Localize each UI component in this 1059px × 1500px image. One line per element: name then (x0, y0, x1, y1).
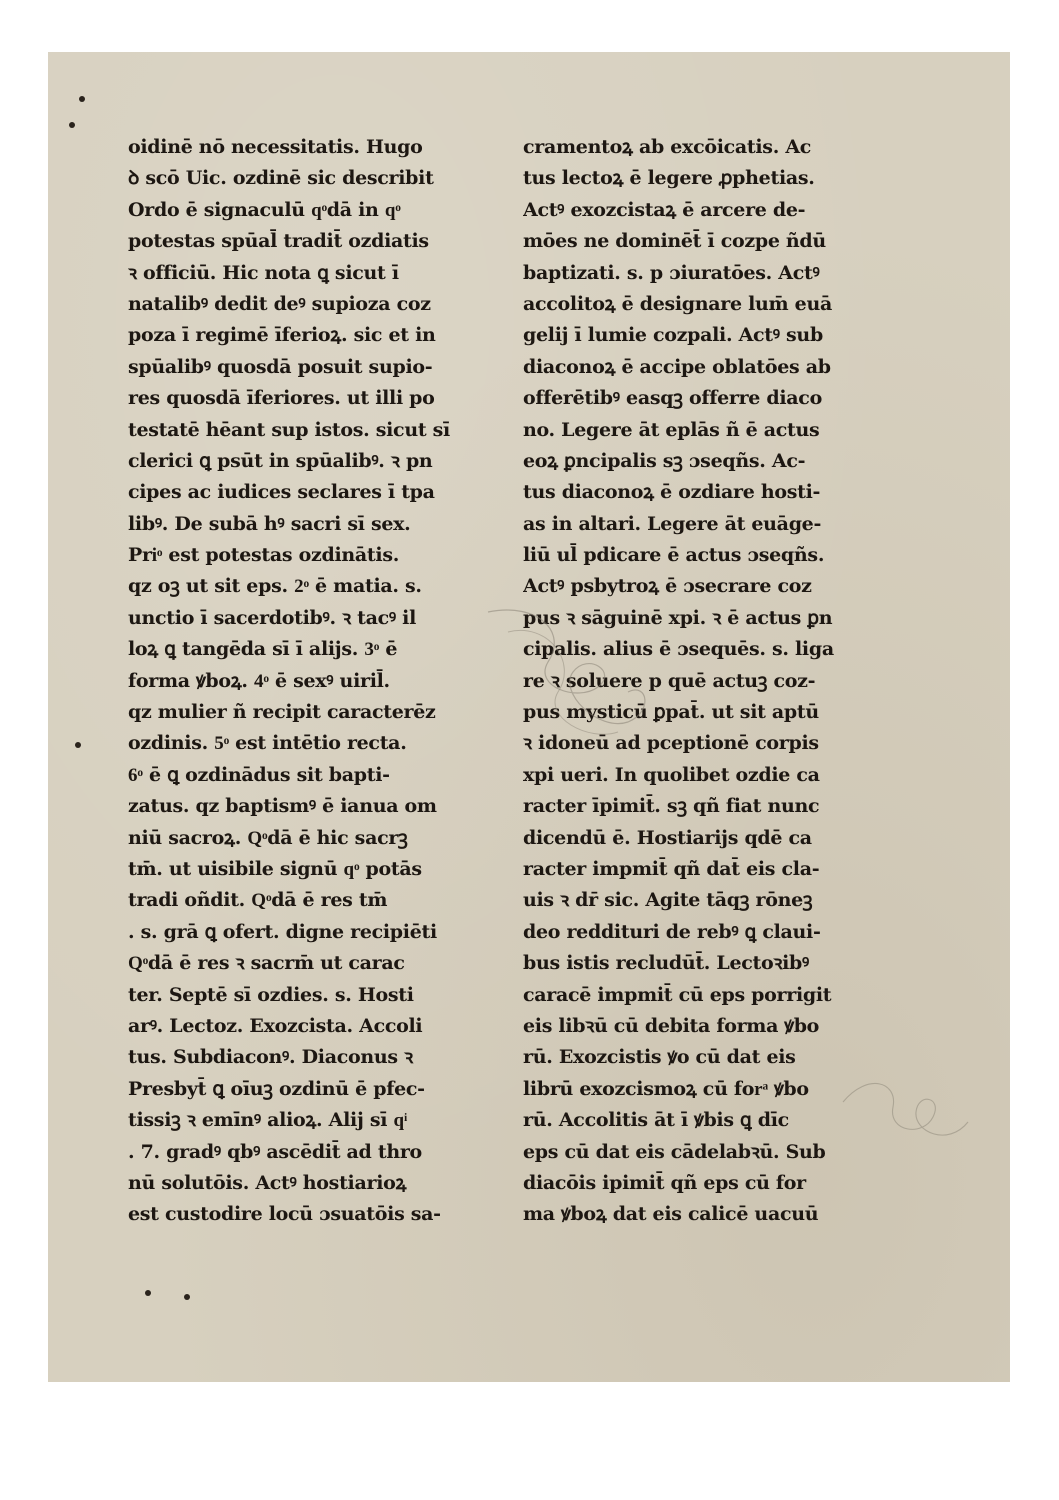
text-line: Presbyt̄ ꝗ oīuꝫ ozdinū ē pfec- (128, 1077, 425, 1100)
text-line: ꝺ scō Uic. ozdinē sic describit (128, 167, 434, 190)
text-line: racter īpimit̄. sꝫ qñ fiat nunc (523, 795, 820, 818)
text-line: 6ͦ ē ꝗ ozdinādus sit bapti- (128, 763, 390, 786)
text-line: libꝰ. De subā hꝰ sacri sī sex. (128, 512, 411, 535)
ink-speck (145, 1290, 151, 1296)
text-line: niū sacroꝝ. Qͦdā ē hic sacrꝫ (128, 826, 408, 849)
text-line: pus mysticū ꝑpat̄. ut sit aptū (523, 701, 819, 724)
text-line: cipalis. alius ē ɔsequēs. s. liga (523, 638, 834, 661)
text-line: Qͦdā ē res ꝛ sacrm̄ ut carac (128, 952, 405, 975)
text-line: eis libꝛū cū debita forma ꝟbo (523, 1014, 820, 1037)
text-line: . s. grā ꝗ ofert. digne recipiēti (128, 920, 437, 943)
text-line: unctio ī sacerdotibꝰ. ꝛ tacꝰ il (128, 606, 416, 629)
text-line: spūalibꝰ quosdā posuit supio- (128, 355, 433, 378)
manuscript-page (48, 52, 1010, 1382)
text-line: ozdinis. 5ͦ est intētio recta. (128, 732, 407, 755)
text-line: tm̄. ut uisibile signū qͦ potās (128, 857, 422, 880)
text-line: diacōis ipimit̄ qñ eps cū for (523, 1171, 806, 1194)
text-line: testatē hēant sup istos. sicut sī (128, 418, 450, 441)
text-line: qz mulier ñ recipit caracterēz (128, 701, 436, 724)
text-line: ma ꝟboꝝ dat eis calicē uacuū (523, 1203, 819, 1226)
text-line: Actꝰ psbytroꝝ ē ɔsecrare coz (523, 575, 812, 598)
text-line: tus diaconoꝝ ē ozdiare hosti- (523, 481, 821, 504)
text-line: accolitoꝝ ē designare lum̄ euā (523, 292, 832, 315)
text-line: natalibꝰ dedit deꝰ supioza coz (128, 292, 431, 315)
text-line: Priͦ est potestas ozdinātis. (128, 544, 400, 567)
text-line: . 7. gradꝰ qbꝰ ascēdit̄ ad thro (128, 1140, 422, 1163)
text-line: no. Legere āt eplās ñ ē actus (523, 418, 820, 441)
text-line: ꝛ officiū. Hic nota ꝗ sicut ī (128, 261, 399, 284)
ink-speck (184, 1294, 190, 1300)
text-line: Ordo ē signaculū qͦdā in qͦ (128, 198, 401, 221)
text-line: dicendū ē. Hostiarijs qdē ca (523, 826, 812, 849)
text-line: potestas spūal̄ tradit̄ ozdiatis (128, 230, 429, 253)
text-line: tus lectoꝝ ē legere ꝓphetias. (523, 167, 815, 190)
ink-speck (79, 96, 85, 102)
text-line: nū solutōis. Actꝰ hostiarioꝝ (128, 1171, 407, 1194)
text-line: librū exozcismoꝝ cū forͣ ꝟbo (523, 1077, 809, 1100)
text-line: liū ul̄ pdicare ē actus ɔseqñs. (523, 544, 825, 567)
text-line: offerētibꝰ easqꝫ offerre diaco (523, 387, 822, 410)
text-line: uis ꝛ dr̄ sic. Agite tāqꝫ rōneꝫ (523, 889, 813, 912)
text-line: tus. Subdiaconꝰ. Diaconus ꝛ (128, 1046, 413, 1069)
text-line: pus ꝛ sāguinē xpi. ꝛ ē actus ꝑn (523, 606, 833, 629)
text-line: zatus. qz baptismꝰ ē ianua om (128, 795, 437, 818)
text-line: oidinē nō necessitatis. Hugo (128, 136, 423, 158)
text-line: baptizati. s. p ɔiuratōes. Actꝰ (523, 261, 820, 284)
text-line: deo reddituri de rebꝰ ꝗ claui- (523, 920, 821, 943)
text-line: poza ī regimē īferioꝝ. sic et in (128, 324, 436, 347)
text-line: re ꝛ soluere p quē actuꝫ coz- (523, 669, 816, 692)
text-line: tissiꝫ ꝛ emīnꝰ alioꝝ. Alij sī qͥ (128, 1109, 408, 1132)
text-line: bus istis recludūt̄. Lectoꝛibꝰ (523, 952, 809, 975)
text-line: est custodire locū ɔsuatōis sa- (128, 1203, 441, 1226)
text-line: xpi ueri. In quolibet ozdie ca (523, 763, 820, 786)
text-line: eps cū dat eis cādelabꝛū. Sub (523, 1140, 826, 1163)
text-line: gelij ī lumie cozpali. Actꝰ sub (523, 324, 823, 347)
text-line: rū. Accolitis āt ī ꝟbis ꝗ dīc (523, 1109, 789, 1132)
text-line: caracē impmit̄ cū eps porrigit (523, 983, 832, 1006)
text-line: cipes ac iudices seclares ī tpa (128, 481, 435, 504)
text-line: as in altari. Legere āt euāge- (523, 512, 822, 535)
text-line: eoꝝ ꝑncipalis sꝫ ɔseqñs. Ac- (523, 449, 806, 472)
ink-speck (69, 122, 75, 128)
text-line: cramentoꝝ ab excōicatis. Ac (523, 136, 812, 158)
text-line: forma ꝟboꝝ. 4ͦ ē sexꝰ uiril̄. (128, 669, 390, 692)
text-line: mōes ne dominēt̄ ī cozpe ñdū (523, 230, 826, 253)
ink-speck (75, 742, 81, 748)
text-line: qz oꝫ ut sit eps. 2ͦ ē matia. s. (128, 575, 422, 598)
left-text-column (128, 132, 468, 1231)
text-line: Actꝰ exozcistaꝝ ē arcere de- (523, 198, 806, 221)
text-line: loꝝ ꝗ tangēda sī ī alijs. 3ͦ ē (128, 638, 398, 661)
text-line: ter. Septē sī ozdies. s. Hosti (128, 983, 414, 1006)
text-line: racter impmit̄ qñ dat̄ eis cla- (523, 857, 820, 880)
text-line: tradi oñdit. Qͦdā ē res tm̄ (128, 889, 388, 912)
text-line: res quosdā īferiores. ut illi po (128, 387, 435, 410)
text-line: ꝛ idoneū ad pceptionē corpis (523, 732, 819, 755)
right-text-column (523, 132, 868, 1231)
text-line: rū. Exozcistis ꝟo cū dat eis (523, 1046, 796, 1069)
text-line: clerici ꝗ psūt in spūalibꝰ. ꝛ pn (128, 449, 433, 472)
text-line: diaconoꝝ ē accipe oblatōes ab (523, 355, 831, 378)
text-line: arꝰ. Lectoz. Exozcista. Accoli (128, 1014, 423, 1037)
